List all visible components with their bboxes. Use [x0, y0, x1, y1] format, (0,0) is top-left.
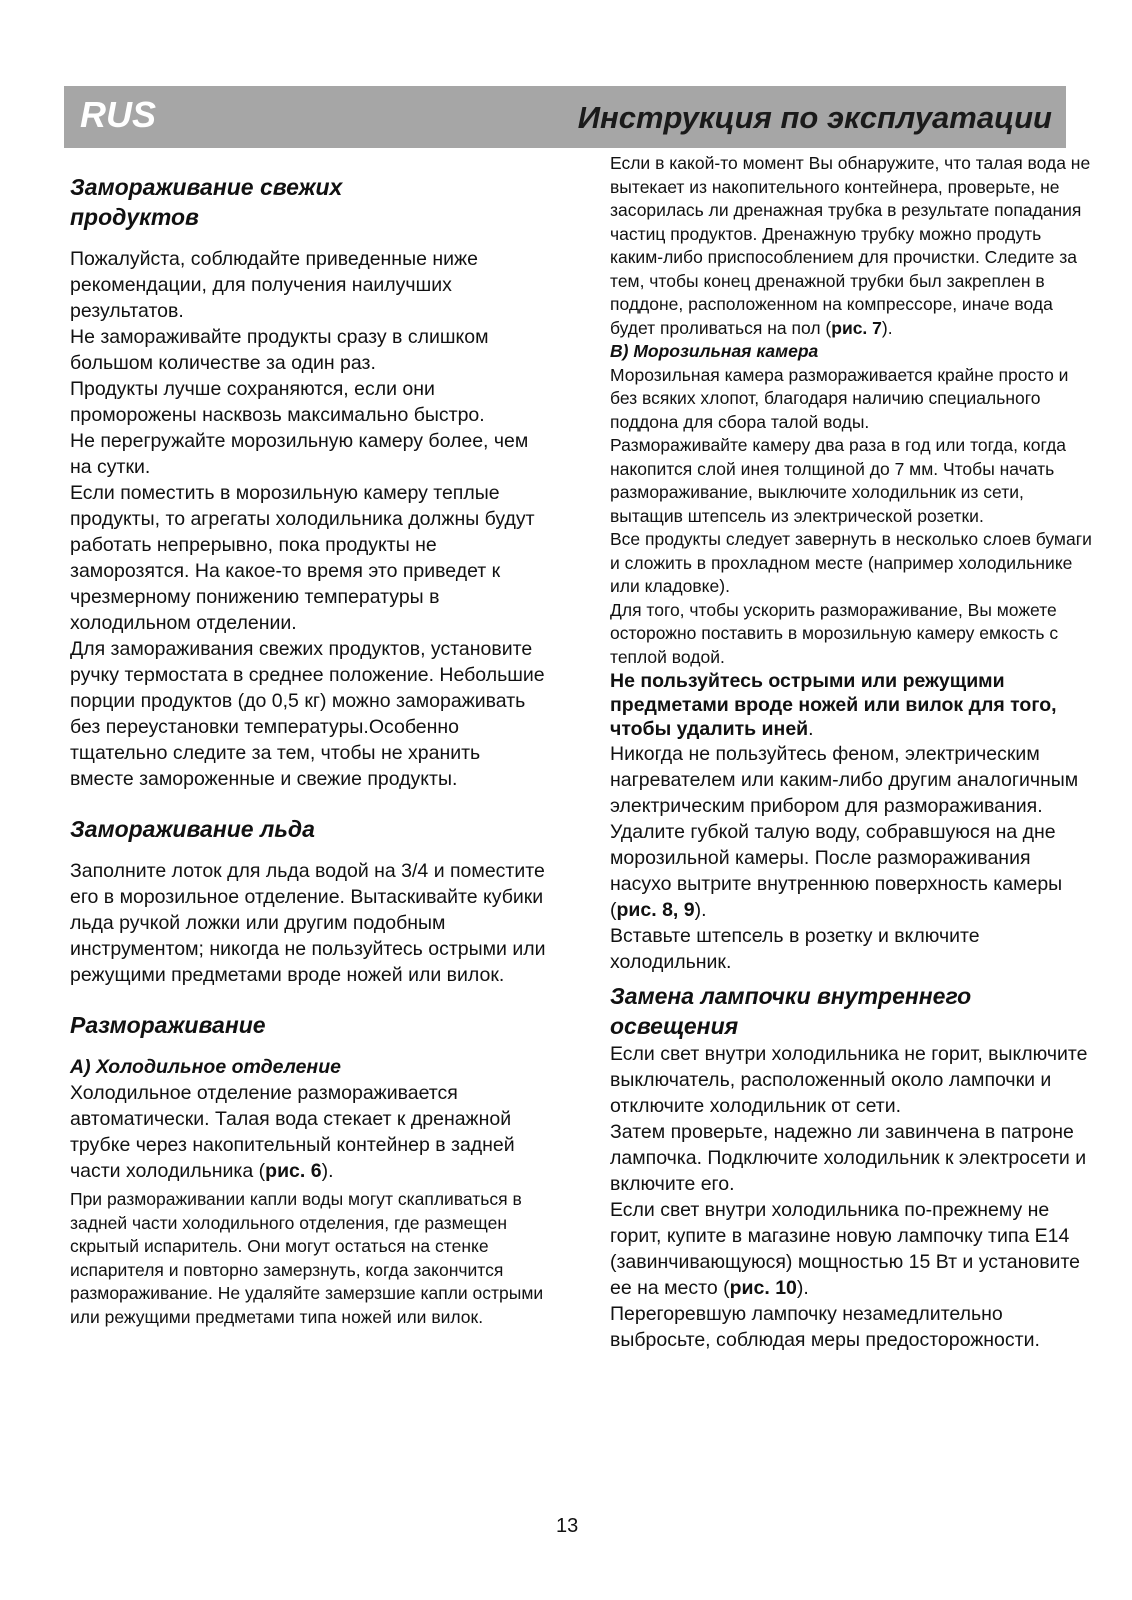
paragraph: Удалите губкой талую воду, собравшуюся на дне морозильной камеры. После размораживания насухо вытрите внутреннюю поверхность камеры (рис. 8, 9). — [610, 821, 1063, 921]
warning-text: Не пользуйтесь острыми или режущими предметами вроде ножей или вилок для того, чтобы удалить иней. — [610, 670, 1057, 740]
paragraph: Если в какой-то момент Вы обнаружите, что талая вода не вытекает из накопительного контейнера, проверьте, не засорилась ли дренажная трубка в результате попадания частиц продуктов. Дренажную трубку можно продуть каким-либо приспособлением для прочистки. Следите за тем, чтобы конец дренажной трубки был закреплен в поддоне, расположенном на компрессоре, иначе вода будет проливаться на пол (рис. 7). — [610, 153, 1091, 338]
left-column — [70, 172, 548, 1329]
section-title-defrost: Размораживание — [70, 1012, 266, 1038]
section-title-lamp: Замена лампочки внутреннего освещения — [610, 983, 972, 1039]
paragraph: Размораживайте камеру два раза в год или тогда, когда накопится слой инея толщиной до 7 мм. Чтобы начать размораживание, выключите холодильник из сети, вытащив штепсель из электрической розетки. — [610, 435, 1067, 526]
paragraph: Пожалуйста, соблюдайте приведенные ниже рекомендации, для получения наилучших результатов. — [70, 248, 478, 322]
paragraph: Если свет внутри холодильника не горит, выключите выключатель, расположенный около лампочки и отключите холодильник от сети. — [610, 1043, 1088, 1117]
paragraph: Морозильная камера размораживается крайне просто и без всяких хлопот, благодаря наличию специального поддона для сбора талой воды. — [610, 364, 1069, 432]
paragraph: Для того, чтобы ускорить размораживание, Вы можете осторожно поставить в морозильную камеру емкость с теплой водой. — [610, 599, 1059, 667]
page-header — [64, 86, 1066, 148]
right-column — [610, 152, 1092, 1353]
paragraph: Продукты лучше сохраняются, если они проморожены насквозь максимально быстро. — [70, 378, 485, 426]
paragraph: Все продукты следует завернуть в несколько слоев бумаги и сложить в прохладном месте (например холодильнике или кладовке). — [610, 529, 1092, 596]
document-title: Инструкция по эксплуатации — [577, 100, 1052, 135]
paragraph: Для замораживания свежих продуктов, установите ручку термостата в среднее положение. Небольшие порции продуктов (до 0,5 кг) можно замораживать без переустановки температуры.Особенно тщательно следите за тем, чтобы не хранить вместе замороженные и свежие продукты. — [70, 638, 545, 790]
page-number: 13 — [556, 1515, 579, 1537]
paragraph: Не перегружайте морозильную камеру более, чем на сутки. — [70, 430, 529, 478]
paragraph: Вставьте штепсель в розетку и включите холодильник. — [610, 925, 980, 973]
subheading-freezer: В) Морозильная камера — [610, 341, 819, 361]
subheading-fridge: А) Холодильное отделение — [70, 1056, 341, 1078]
paragraph: При размораживании капли воды могут скапливаться в задней части холодильного отделения, где размещен скрытый испаритель. Они могут остаться на стенке испарителя и повторно замерзнуть, когда закончится размораживание. Не удаляйте замерзшие капли острыми или режущими предметами типа ножей или вилок. — [70, 1189, 544, 1327]
language-label: RUS — [80, 94, 157, 135]
section-title-ice: Замораживание льда — [70, 816, 315, 842]
paragraph: Заполните лоток для льда водой на 3/4 и поместите его в морозильное отделение. Вытаскивайте кубики льда ручкой ложки или другим подобным инструментом; никогда не пользуйтесь острыми или режущими предметами вроде ножей или вилок. — [70, 860, 546, 986]
section-title-freezing-food: Замораживание свежих продуктов — [70, 174, 343, 230]
paragraph: Если свет внутри холодильника по-прежнему не горит, купите в магазине новую лампочку типа Е14 (завинчивающуюся) мощностью 15 Вт и установите ее на место (рис. 10). — [610, 1199, 1080, 1299]
paragraph: Не замораживайте продукты сразу в слишком большом количестве за один раз. — [70, 326, 489, 374]
paragraph: Если поместить в морозильную камеру теплые продукты, то агрегаты холодильника должны будут работать непрерывно, пока продукты не заморозятся. На какое-то время это приведет к чрезмерному понижению температуры в холодильном отделении. — [70, 482, 535, 634]
paragraph: Никогда не пользуйтесь феном, электрическим нагревателем или каким-либо другим аналогичным электрическим прибором для размораживания. — [610, 743, 1079, 817]
paragraph: Перегоревшую лампочку незамедлительно выбросьте, соблюдая меры предосторожности. — [610, 1303, 1040, 1351]
paragraph: Затем проверьте, надежно ли завинчена в патроне лампочка. Подключите холодильник к электросети и включите его. — [610, 1121, 1087, 1195]
paragraph: Холодильное отделение размораживается автоматически. Талая вода стекает к дренажной трубке через накопительный контейнер в задней части холодильника (рис. 6). — [70, 1082, 515, 1182]
